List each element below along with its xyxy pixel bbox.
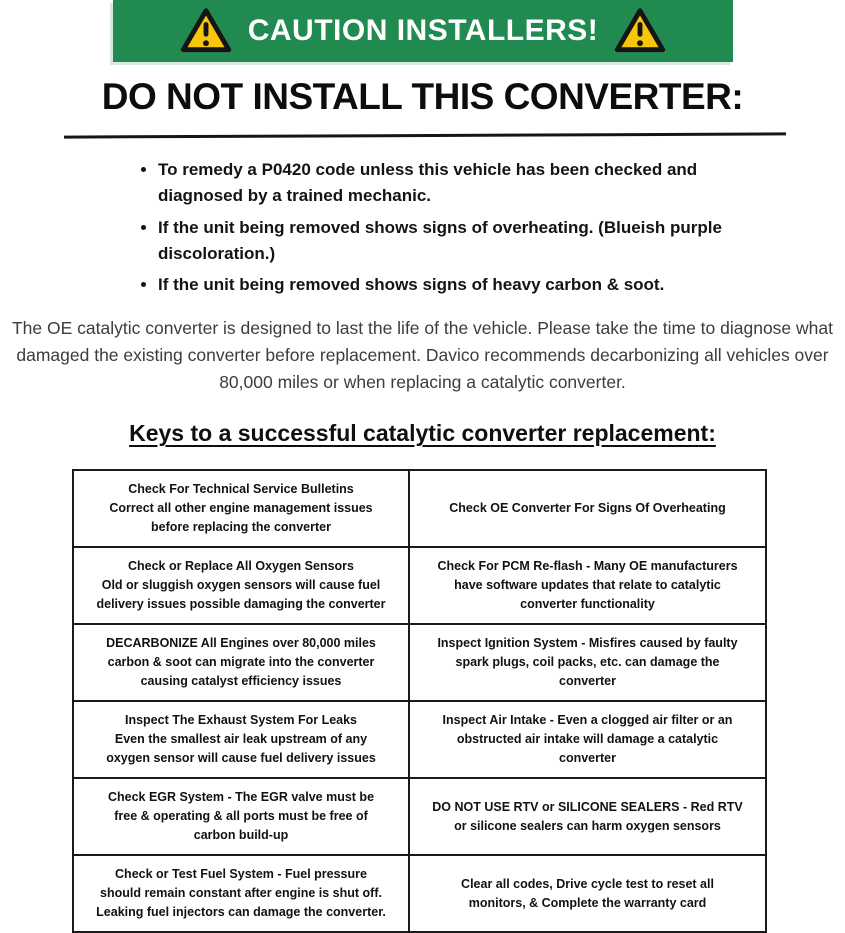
tip-cell: DECARBONIZE All Engines over 80,000 miles carbon & soot can migrate into the converter causing catalyst efficiency issues [73,624,409,701]
tip-cell: Check For PCM Re-flash - Many OE manufacturers have software updates that relate to catalytic converter functionality [409,547,766,624]
warning-bullet: • To remedy a P0420 code unless this vehicle has been checked and diagnosed by a trained mechanic. [158,157,733,210]
table-row [73,624,766,701]
intro-paragraph: The OE catalytic converter is designed to last the life of the vehicle. Please take the time to diagnose what damaged the existing converter before replacement. Davico recommends decarbonizing all vehicles over 80,000 miles or when replacing a catalytic converter. [11,317,833,392]
table-row [73,855,766,932]
tip-cell: Inspect The Exhaust System For Leaks Even the smallest air leak upstream of any oxygen sensor will cause fuel delivery issues [73,701,409,778]
tip-cell: Clear all codes, Drive cycle test to reset all monitors, & Complete the warranty card [409,855,766,932]
tip-cell: DO NOT USE RTV or SILICONE SEALERS - Red RTV or silicone sealers can harm oxygen sensors [409,778,766,855]
table-row [73,547,766,624]
tip-cell: Check For Technical Service Bulletins Correct all other engine management issues before replacing the converter [73,470,409,547]
caution-banner [113,0,733,62]
keys-heading: Keys to a successful catalytic converter replacement: [129,420,716,447]
tip-cell: Inspect Air Intake - Even a clogged air filter or an obstructed air intake will damage a catalytic converter [409,701,766,778]
tip-cell: Inspect Ignition System - Misfires caused by faulty spark plugs, coil packs, etc. can damage the converter [409,624,766,701]
table-row [73,778,766,855]
tip-cell: Check or Replace All Oxygen Sensors Old or sluggish oxygen sensors will cause fuel delivery issues possible damaging the converter [73,547,409,624]
warning-triangle-icon [614,7,666,55]
heading-divider [64,132,786,138]
tips-table [72,469,767,933]
page-title: DO NOT INSTALL THIS CONVERTER: [101,76,744,117]
warning-bullet-list [140,157,733,299]
tip-cell: Check EGR System - The EGR valve must be free & operating & all ports must be free of carbon build-up [73,778,409,855]
tip-cell: Check OE Converter For Signs Of Overheating [409,470,766,547]
table-row [73,701,766,778]
table-row [73,470,766,547]
tip-cell: Check or Test Fuel System - Fuel pressure should remain constant after engine is shut off. Leaking fuel injectors can damage the converter. [73,855,409,932]
warning-bullet: • If the unit being removed shows signs of overheating. (Blueish purple discoloration.) [158,215,733,268]
warning-bullet: • If the unit being removed shows signs of heavy carbon & soot. [158,272,733,298]
banner-title: CAUTION INSTALLERS! [247,14,599,47]
warning-triangle-icon [180,7,232,55]
